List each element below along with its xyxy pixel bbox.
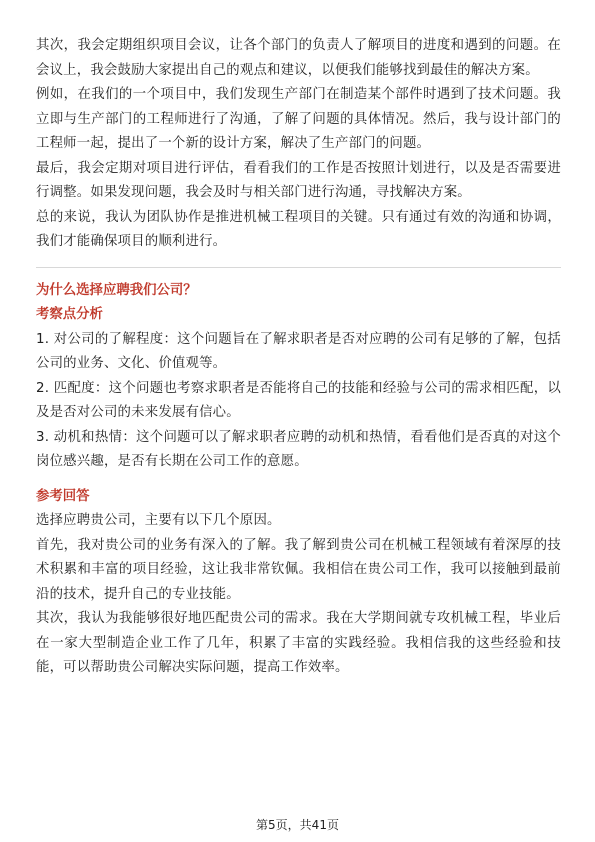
answer-heading: 参考回答 — [36, 488, 90, 504]
analysis-heading: 考察点分析 — [36, 307, 103, 322]
analysis-item: 2. 匹配度：这个问题也考察求职者是否能将自己的技能和经验与公司的需求相匹配，以及是否对公司的未来发展有信心。 — [36, 380, 561, 420]
document-page — [36, 34, 561, 681]
body-paragraph: 其次，我会定期组织项目会议，让各个部门的负责人了解项目的进度和遇到的问题。在会议上，我会鼓励大家提出自己的观点和建议，以便我们能够找到最佳的解决方案。 — [36, 38, 561, 78]
page-number: 第5页，共41页 — [256, 818, 339, 832]
analysis-item: 1. 对公司的了解程度：这个问题旨在了解求职者是否对应聘的公司有足够的了解，包括公司的业务、文化、价值观等。 — [36, 331, 561, 371]
answer-paragraph: 其次，我认为我能够很好地匹配贵公司的需求。我在大学期间就专攻机械工程，毕业后在一家大型制造企业工作了几年，积累了丰富的实践经验。我相信我的这些经验和技能，可以帮助贵公司解决实际问题，提高工作效率。 — [36, 611, 561, 675]
section-divider — [36, 267, 561, 268]
analysis-item: 3. 动机和热情：这个问题可以了解求职者应聘的动机和热情，看看他们是否真的对这个岗位感兴趣，是否有长期在公司工作的意愿。 — [36, 429, 561, 469]
question-heading: 为什么选择应聘我们公司？ — [36, 282, 197, 298]
spacer — [36, 475, 561, 485]
answer-paragraph: 选择应聘贵公司，主要有以下几个原因。 — [36, 513, 281, 528]
answer-paragraph: 首先，我对贵公司的业务有深入的了解。我了解到贵公司在机械工程领域有着深厚的技术积累和丰富的项目经验，这让我非常钦佩。我相信在贵公司工作，我可以接触到最前沿的技术，提升自己的专业技能。 — [36, 537, 561, 602]
body-paragraph: 最后，我会定期对项目进行评估，看看我们的工作是否按照计划进行，以及是否需要进行调整。如果发现问题，我会及时与相关部门进行沟通，寻找解决方案。 — [36, 160, 561, 200]
body-paragraph: 例如，在我们的一个项目中，我们发现生产部门在制造某个部件时遇到了技术问题。我立即与生产部门的工程师进行了沟通，了解了问题的具体情况。然后，我与设计部门的工程师一起，提出了一个新的设计方案，解决了生产部门的问题。 — [36, 87, 561, 151]
body-paragraph: 总的来说，我认为团队协作是推进机械工程项目的关键。只有通过有效的沟通和协调，我们才能确保项目的顺利进行。 — [36, 209, 561, 249]
